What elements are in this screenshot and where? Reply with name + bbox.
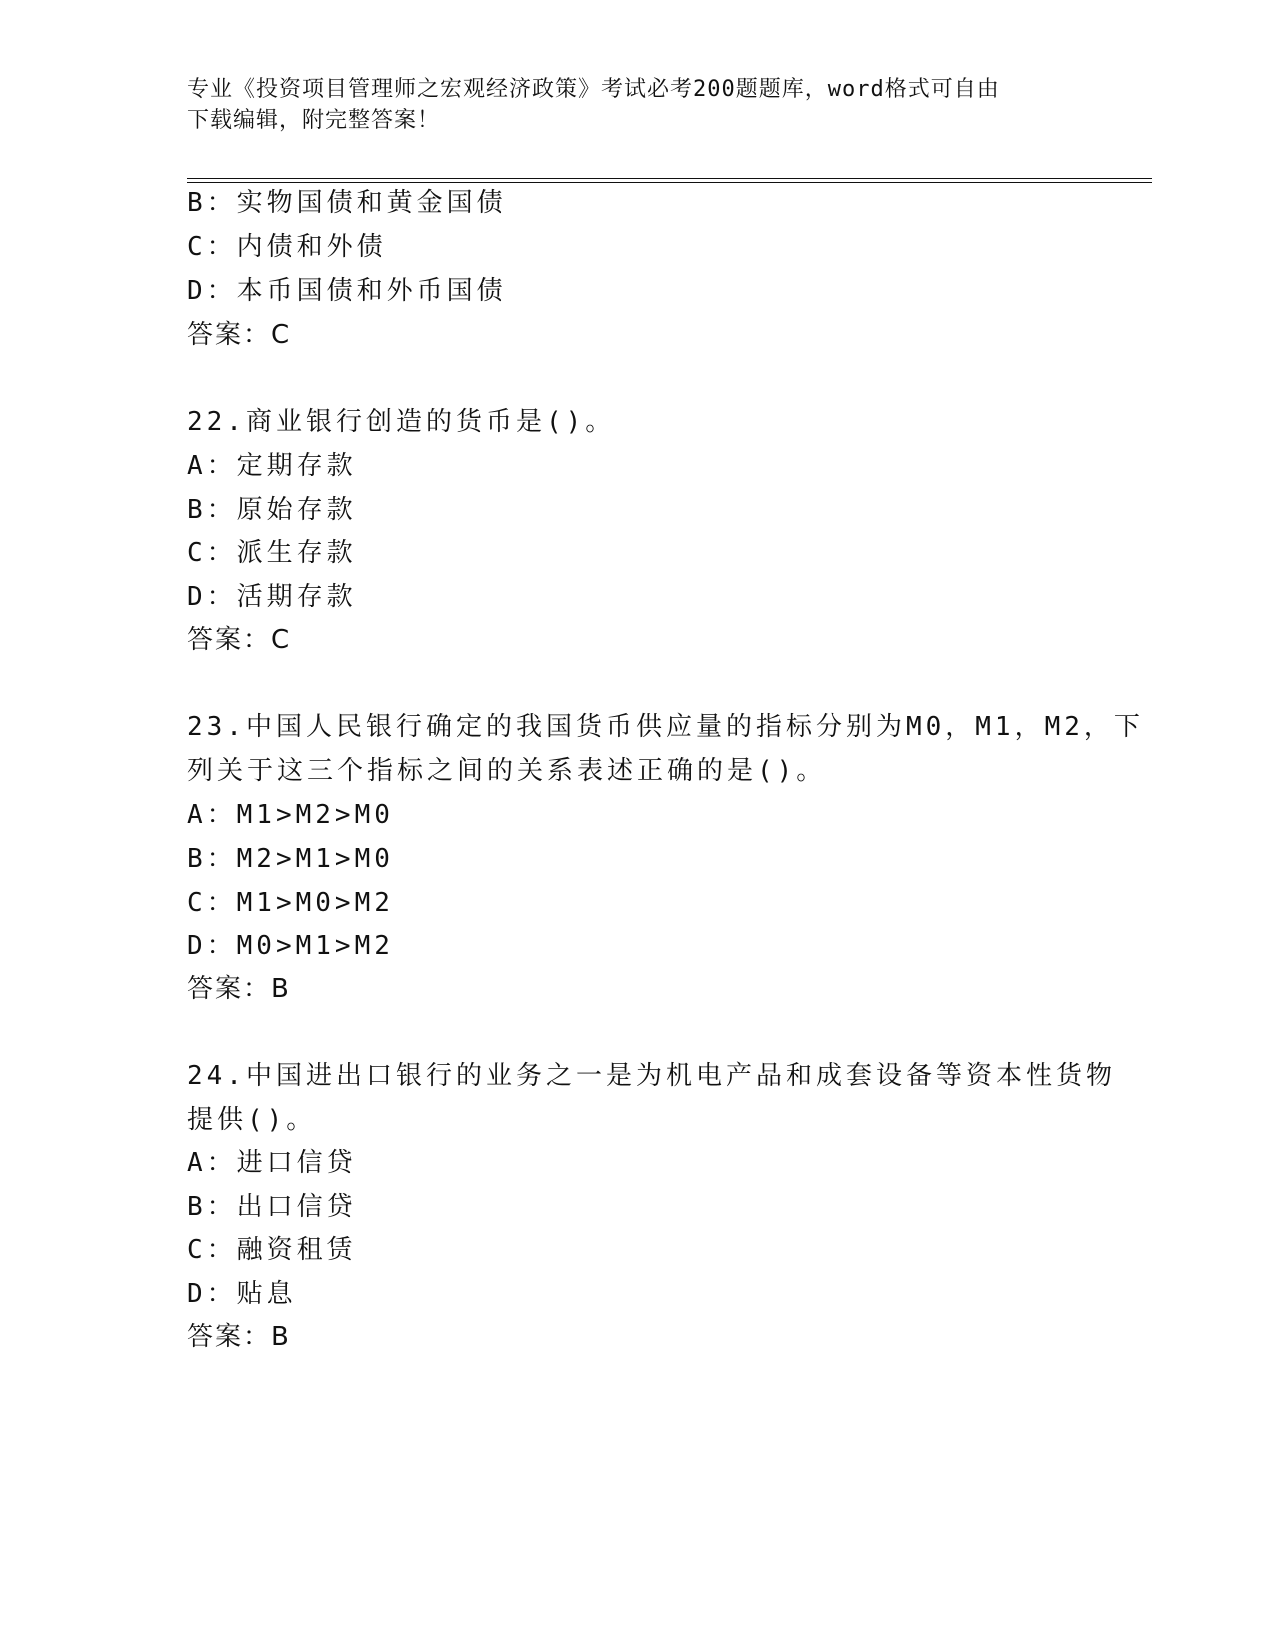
q23-option-d: D：M0>M1>M2 [187,931,394,961]
q24-option-c: C：融资租赁 [187,1235,357,1265]
q24-stem-line-1: 24.中国进出口银行的业务之一是为机电产品和成套设备等资本性货物 [187,1061,1116,1091]
q24-option-b: B：出口信贷 [187,1192,357,1222]
q23-option-a: A：M1>M2>M0 [187,800,394,830]
q23-option-c: C：M1>M0>M2 [187,888,394,918]
q21-answer: 答案：C [187,320,292,350]
header-double-rule [187,178,1152,183]
q22-option-d: D：活期存款 [187,582,357,612]
q21-option-c: C：内债和外债 [187,232,387,262]
q22-option-a: A：定期存款 [187,451,357,481]
q24-option-d: D：贴息 [187,1279,297,1309]
q22-stem: 22.商业银行创造的货币是()。 [187,407,616,437]
q22-answer: 答案：C [187,625,292,655]
q22-option-c: C：派生存款 [187,538,357,568]
q22-option-b: B：原始存款 [187,495,357,525]
header-line-2: 下载编辑，附完整答案！ [187,108,441,133]
header-line-1: 专业《投资项目管理师之宏观经济政策》考试必考200题题库，word格式可自由 [187,77,1000,102]
q21-option-d: D：本币国债和外币国债 [187,276,507,306]
q23-answer: 答案：B [187,974,291,1004]
document-header [187,74,1087,136]
q23-option-b: B：M2>M1>M0 [187,844,394,874]
q23-stem-line-2: 列关于这三个指标之间的关系表述正确的是()。 [187,756,827,786]
q23-stem-line-1: 23.中国人民银行确定的我国货币供应量的指标分别为M0，M1，M2，下 [187,712,1144,742]
q24-stem-line-2: 提供()。 [187,1105,317,1135]
q24-option-a: A：进口信贷 [187,1148,357,1178]
q21-option-b: B：实物国债和黄金国债 [187,188,507,218]
q24-answer: 答案：B [187,1322,291,1352]
